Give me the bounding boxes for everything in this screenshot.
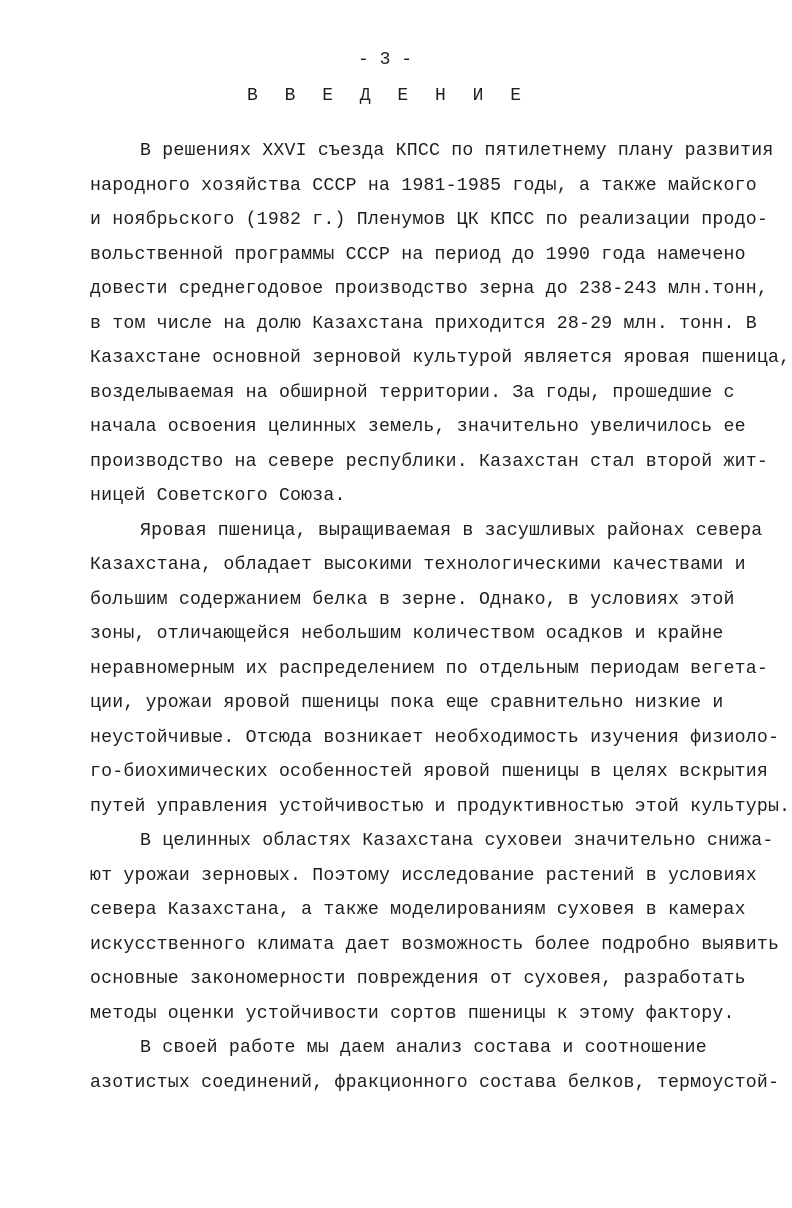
text-line: азотистых соединений, фракционного состава белков, термоустой- (90, 1072, 780, 1093)
text-line: вольственной программы СССР на период до 1990 года намечено (90, 244, 746, 265)
text-line: В своей работе мы даем анализ состава и соотношение (140, 1038, 707, 1058)
text-line: методы оценки устойчивости сортов пшеницы к этому фактору. (90, 1003, 735, 1024)
text-line: производство на севере республики. Казахстан стал второй жит- (90, 451, 768, 472)
text-line: большим содержанием белка в зерне. Однако, в условиях этой (90, 589, 735, 610)
document-body (90, 139, 790, 1105)
text-line: Казахстане основной зерновой культурой является яровая пшеница, (90, 348, 791, 368)
text-line: начала освоения целинных земель, значительно увеличилось ее (90, 417, 746, 437)
text-line: довести среднегодовое производство зерна до 238-243 млн.тонн, (90, 279, 768, 299)
text-line: неравномерным их распределением по отдельным периодам вегета- (90, 658, 768, 679)
text-line: неустойчивые. Отсюда возникает необходимость изучения физиоло- (90, 727, 780, 748)
text-line: ницей Советского Союза. (90, 486, 346, 506)
text-line: в том числе на долю Казахстана приходится 28-29 млн. тонн. В (90, 313, 757, 334)
text-line: Казахстана, обладает высокими технологическими качествами и (90, 555, 746, 575)
text-line: В решениях XXVI съезда КПСС по пятилетнему плану развития (140, 141, 774, 161)
text-line: ции, урожаи яровой пшеницы пока еще сравнительно низкие и (90, 693, 724, 713)
page-number: - 3 - (357, 50, 412, 70)
text-line: и ноябрьского (1982 г.) Пленумов ЦК КПСС по реализации продо- (90, 210, 768, 230)
text-line: искусственного климата дает возможность более подробно выявить (90, 934, 780, 955)
text-line: основные закономерности повреждения от суховея, разработать (90, 969, 746, 989)
text-line: народного хозяйства СССР на 1981-1985 годы, а также майского (90, 175, 757, 196)
text-line: ют урожаи зерновых. Поэтому исследование растений в условиях (90, 865, 757, 886)
text-line: зоны, отличающейся небольшим количеством осадков и крайне (90, 624, 724, 644)
section-title: В В Е Д Е Н И Е (246, 86, 530, 106)
text-line: Яровая пшеница, выращиваемая в засушливых районах севера (140, 520, 763, 541)
text-line: путей управления устойчивостью и продуктивностью этой культуры. (90, 796, 791, 817)
text-line: возделываемая на обширной территории. За годы, прошедшие с (90, 382, 735, 403)
text-line: севера Казахстана, а также моделированиям суховея в камерах (90, 900, 746, 920)
text-line: го-биохимических особенностей яровой пшеницы в целях вскрытия (90, 762, 768, 782)
text-line: В целинных областях Казахстана суховеи значительно снижа- (140, 831, 774, 851)
